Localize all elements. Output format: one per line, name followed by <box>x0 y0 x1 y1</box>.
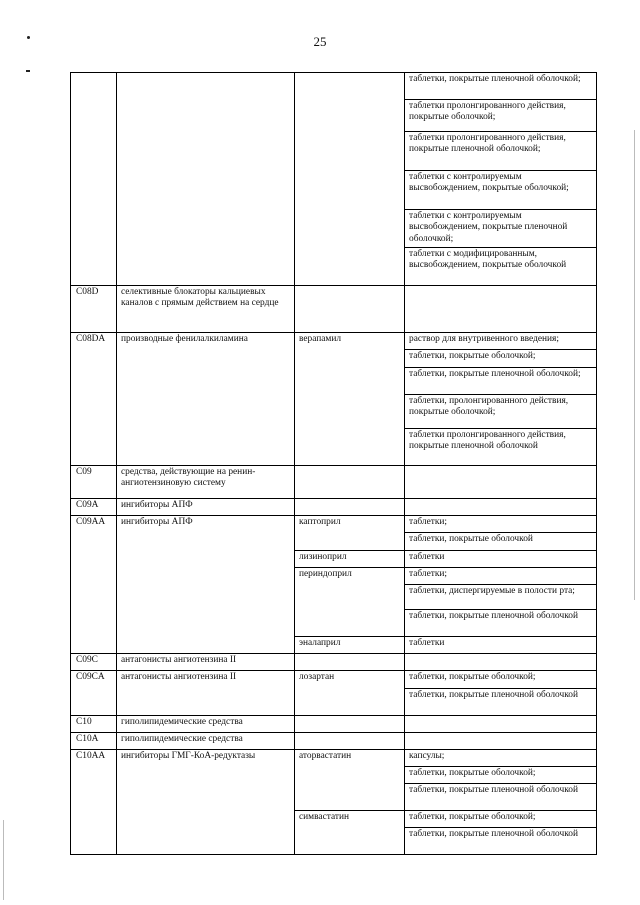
drug-cell <box>295 716 405 733</box>
form-cell: таблетки, пролонгированного действия, покрытые оболочкой; <box>405 395 597 429</box>
group-cell: гиполипидемические средства <box>117 716 295 733</box>
form-cell: таблетки, покрытые оболочкой; <box>405 671 597 689</box>
group-cell: селективные блокаторы кальциевых каналов с прямым действием на сердце <box>117 286 295 333</box>
table-row <box>71 73 597 100</box>
drug-cell: аторвастатин <box>295 750 405 811</box>
drug-cell <box>295 733 405 750</box>
form-cell <box>405 286 597 333</box>
form-cell: таблетки, покрытые оболочкой <box>405 533 597 551</box>
drug-cell <box>295 286 405 333</box>
page-number: 25 <box>313 34 327 49</box>
form-cell: таблетки, покрытые пленочной оболочкой; <box>405 73 597 100</box>
group-cell: антагонисты ангиотензина II <box>117 654 295 671</box>
form-cell: капсулы; <box>405 750 597 767</box>
drug-cell <box>295 73 405 286</box>
form-cell: таблетки, покрытые пленочной оболочкой <box>405 689 597 716</box>
atc-code-cell: C10 <box>71 716 117 733</box>
atc-code-cell: C10A <box>71 733 117 750</box>
table-row <box>71 516 597 533</box>
form-cell: таблетки <box>405 551 597 568</box>
drug-cell: лозартан <box>295 671 405 716</box>
form-cell: таблетки, покрытые пленочной оболочкой <box>405 828 597 855</box>
form-cell: таблетки пролонгированного действия, покрытые пленочной оболочкой <box>405 429 597 466</box>
scan-edge-line <box>634 130 635 600</box>
form-cell: таблетки, диспергируемые в полости рта; <box>405 585 597 610</box>
form-cell <box>405 654 597 671</box>
atc-code-cell: C09 <box>71 466 117 499</box>
form-cell: таблетки <box>405 637 597 654</box>
drug-cell: периндоприл <box>295 568 405 637</box>
group-cell: производные фенилалкиламина <box>117 333 295 466</box>
form-cell: раствор для внутривенного введения; <box>405 333 597 350</box>
atc-code-cell <box>71 73 117 286</box>
scan-edge-line <box>3 820 4 900</box>
form-cell: таблетки, покрытые пленочной оболочкой <box>405 610 597 637</box>
drug-cell <box>295 499 405 516</box>
form-cell <box>405 716 597 733</box>
atc-code-cell: C09CA <box>71 671 117 716</box>
group-cell: гиполипидемические средства <box>117 733 295 750</box>
atc-code-cell: C08DA <box>71 333 117 466</box>
form-cell: таблетки, покрытые пленочной оболочкой <box>405 784 597 811</box>
group-cell: ингибиторы АПФ <box>117 516 295 654</box>
form-cell: таблетки; <box>405 516 597 533</box>
form-cell: таблетки с модифицированным, высвобождением, покрытые оболочкой <box>405 248 597 286</box>
form-cell <box>405 733 597 750</box>
scan-mark <box>27 36 30 39</box>
atc-code-cell: C09A <box>71 499 117 516</box>
atc-code-cell: C08D <box>71 286 117 333</box>
group-cell: средства, действующие на ренин-ангиотензиновую систему <box>117 466 295 499</box>
group-cell: антагонисты ангиотензина II <box>117 671 295 716</box>
group-cell: ингибиторы АПФ <box>117 499 295 516</box>
table-row <box>71 499 597 516</box>
drug-cell: симвастатин <box>295 811 405 855</box>
scan-mark <box>26 70 30 72</box>
form-cell: таблетки, покрытые пленочной оболочкой; <box>405 368 597 395</box>
form-cell: таблетки пролонгированного действия, покрытые оболочкой; <box>405 100 597 132</box>
group-cell <box>117 73 295 286</box>
form-cell: таблетки, покрытые оболочкой; <box>405 811 597 828</box>
table-row <box>71 654 597 671</box>
atc-code-cell: C09AA <box>71 516 117 654</box>
drug-cell: эналаприл <box>295 637 405 654</box>
table-row <box>71 466 597 499</box>
drug-cell: каптоприл <box>295 516 405 551</box>
drug-cell: верапамил <box>295 333 405 466</box>
form-cell <box>405 466 597 499</box>
form-cell: таблетки с контролируемым высвобождением, покрытые оболочкой; <box>405 171 597 210</box>
table-row <box>71 733 597 750</box>
form-cell <box>405 499 597 516</box>
atc-code-cell: C10AA <box>71 750 117 855</box>
drug-cell: лизиноприл <box>295 551 405 568</box>
medication-table <box>70 72 597 855</box>
table-row <box>71 716 597 733</box>
table-row <box>71 333 597 350</box>
form-cell: таблетки пролонгированного действия, покрытые пленочной оболочкой; <box>405 132 597 171</box>
form-cell: таблетки; <box>405 568 597 585</box>
table-row <box>71 750 597 767</box>
drug-cell <box>295 654 405 671</box>
table-row <box>71 671 597 689</box>
form-cell: таблетки, покрытые оболочкой; <box>405 350 597 368</box>
group-cell: ингибиторы ГМГ-КоА-редуктазы <box>117 750 295 855</box>
atc-code-cell: C09C <box>71 654 117 671</box>
form-cell: таблетки с контролируемым высвобождением, покрытые пленочной оболочкой; <box>405 210 597 248</box>
table-row <box>71 286 597 333</box>
form-cell: таблетки, покрытые оболочкой; <box>405 767 597 784</box>
drug-cell <box>295 466 405 499</box>
